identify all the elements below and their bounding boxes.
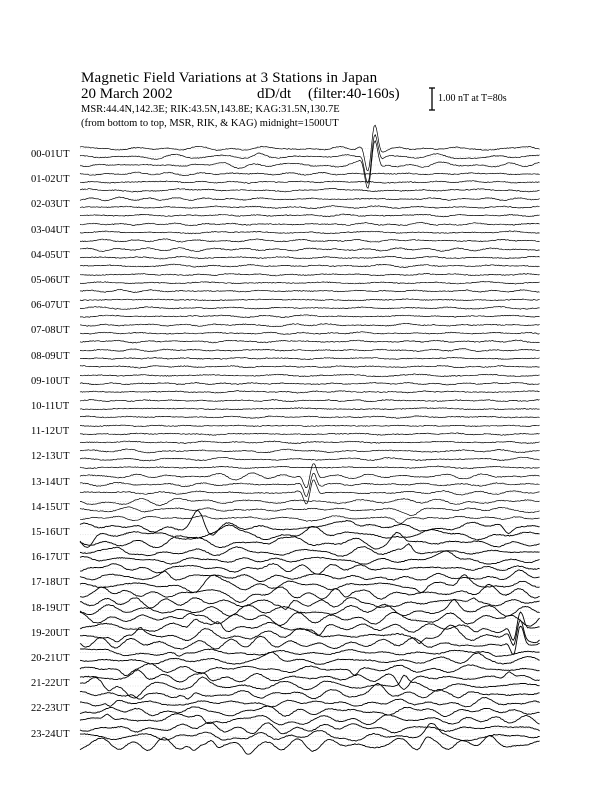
station-trace-rik xyxy=(80,135,540,184)
station-trace-kag xyxy=(80,248,540,252)
station-trace-rik xyxy=(80,620,540,645)
station-trace-kag xyxy=(80,510,540,535)
station-trace-kag xyxy=(80,400,540,402)
chart-title: Magnetic Field Variations at 3 Stations in Japan xyxy=(81,70,378,86)
station-trace-kag xyxy=(80,612,540,640)
hour-label: 01-02UT xyxy=(31,174,70,186)
hour-label: 11-12UT xyxy=(31,426,70,438)
station-trace-rik xyxy=(80,231,540,234)
station-trace-msr xyxy=(80,289,540,292)
station-trace-msr xyxy=(80,214,540,217)
hour-label: 05-06UT xyxy=(31,275,70,286)
hour-label: 12-13UT xyxy=(31,451,70,463)
hour-label: 06-07UT xyxy=(31,300,70,312)
station-trace-kag xyxy=(80,498,540,506)
hour-label: 21-22UT xyxy=(31,678,70,690)
station-trace-rik xyxy=(80,723,540,741)
hour-label: 17-18UT xyxy=(31,577,70,589)
station-trace-kag xyxy=(80,449,540,453)
hour-label: 18-19UT xyxy=(31,602,70,614)
hour-label: 04-05UT xyxy=(31,249,70,261)
station-trace-msr xyxy=(80,315,540,318)
filter-label: (filter:40-160s) xyxy=(308,86,400,102)
hour-label: 14-15UT xyxy=(31,501,70,513)
hour-label: 02-03UT xyxy=(31,199,70,211)
scale-bar-label: 1.00 nT at T=80s xyxy=(438,93,507,104)
station-trace-kag xyxy=(80,349,540,352)
hour-label: 08-09UT xyxy=(31,350,70,362)
hour-label: 13-14UT xyxy=(31,476,70,488)
station-trace-kag xyxy=(80,722,540,734)
station-trace-msr xyxy=(80,441,540,444)
station-trace-kag xyxy=(80,197,540,201)
station-trace-kag xyxy=(80,125,540,171)
station-trace-msr xyxy=(80,736,540,755)
station-trace-rik xyxy=(80,507,540,516)
station-trace-msr xyxy=(80,340,540,343)
station-trace-msr xyxy=(80,516,540,524)
station-trace-msr xyxy=(80,391,540,394)
station-order-note: (from bottom to top, MSR, RIK, & KAG) midnight=1500UT xyxy=(81,118,339,129)
station-trace-msr xyxy=(80,584,540,602)
station-trace-kag xyxy=(80,598,540,610)
station-trace-kag xyxy=(80,374,540,377)
hour-label: 16-17UT xyxy=(31,552,70,564)
hour-label: 00-01UT xyxy=(31,149,70,160)
hour-label: 09-10UT xyxy=(31,375,70,387)
station-trace-rik xyxy=(80,551,540,564)
station-trace-rik xyxy=(80,358,540,360)
station-trace-rik xyxy=(80,206,540,209)
hour-label: 15-16UT xyxy=(31,527,70,538)
hour-label: 19-20UT xyxy=(31,627,70,639)
hour-label: 03-04UT xyxy=(31,224,70,236)
hour-label: 10-11UT xyxy=(31,401,70,412)
station-trace-msr xyxy=(80,366,540,369)
station-trace-rik xyxy=(80,706,540,717)
station-trace-msr xyxy=(80,480,540,504)
station-trace-kag xyxy=(80,698,540,707)
hour-label: 22-23UT xyxy=(31,703,70,715)
station-trace-msr xyxy=(80,239,540,242)
station-trace-kag xyxy=(80,323,540,326)
stations-coordinates: MSR:44.4N,142.3E; RIK:43.5N,143.8E; KAG:31.5N,130.7E xyxy=(81,104,340,115)
date-label: 20 March 2002 xyxy=(81,86,173,102)
hour-label: 20-21UT xyxy=(31,653,70,664)
hour-label: 23-24UT xyxy=(31,728,70,740)
quantity-label: dD/dt xyxy=(257,86,292,102)
station-trace-rik xyxy=(80,256,540,259)
hour-label: 07-08UT xyxy=(31,325,70,337)
station-trace-msr xyxy=(80,664,540,676)
station-trace-rik xyxy=(80,575,540,593)
station-trace-msr xyxy=(80,612,540,626)
station-trace-msr xyxy=(80,416,540,419)
station-trace-rik xyxy=(80,457,540,461)
station-trace-msr xyxy=(80,563,540,574)
